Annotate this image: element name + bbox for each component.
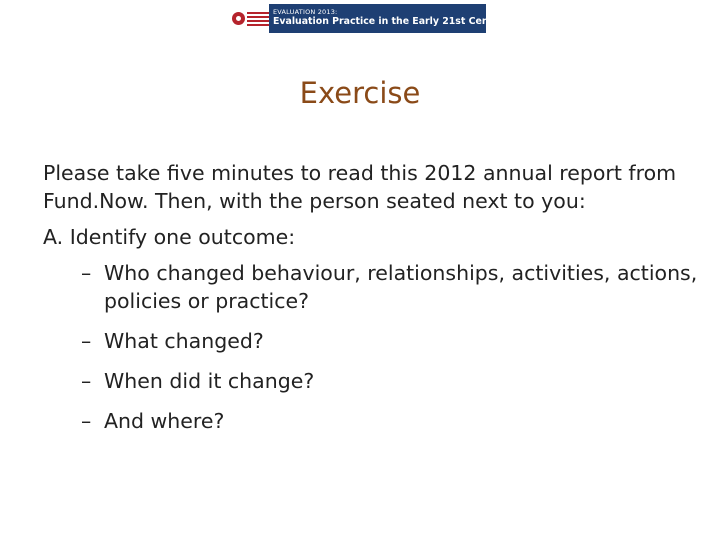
question-item xyxy=(43,327,703,355)
question-text: And where? xyxy=(104,409,225,433)
logo-wordmark xyxy=(247,12,269,26)
question-item xyxy=(43,259,703,315)
dash-bullet: – xyxy=(81,261,92,285)
banner-line1: EVALUATION 2013: xyxy=(273,8,338,17)
slide-body xyxy=(43,159,703,447)
dash-bullet: – xyxy=(81,409,92,433)
dash-bullet: – xyxy=(81,369,92,393)
logo-mark xyxy=(232,12,245,25)
banner-text xyxy=(269,9,510,27)
question-text: What changed? xyxy=(104,329,264,353)
question-text: Who changed behaviour, relationships, activities, actions, policies or practice? xyxy=(104,261,698,313)
logo-icon xyxy=(230,4,269,33)
intro-paragraph: Please take five minutes to read this 2012 annual report from Fund.Now. Then, with the person seated next to you: xyxy=(43,161,677,213)
question-item xyxy=(43,407,703,435)
slide-title: Exercise xyxy=(299,76,421,110)
conference-banner xyxy=(230,4,511,33)
item-a: A. Identify one outcome: xyxy=(43,225,296,249)
question-text: When did it change? xyxy=(104,369,315,393)
question-item xyxy=(43,367,703,395)
banner-line2: Evaluation Practice in the Early 21st Century xyxy=(273,15,511,27)
dash-bullet: – xyxy=(81,329,92,353)
